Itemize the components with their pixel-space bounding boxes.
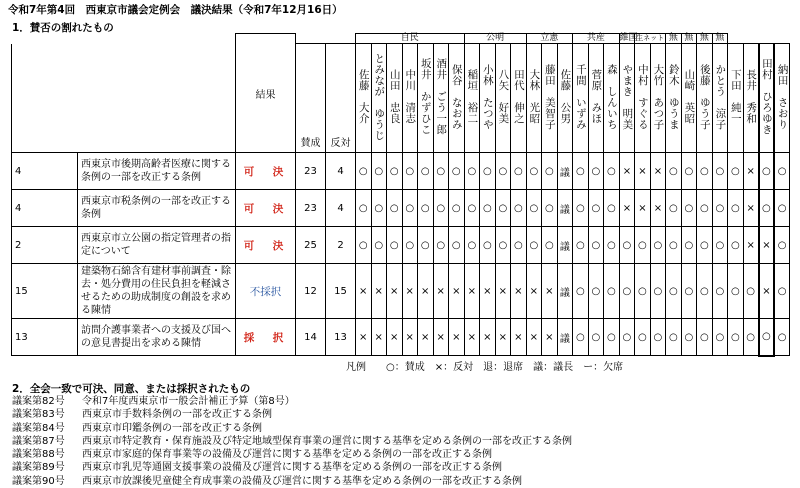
- vote-mark: ○: [619, 264, 635, 319]
- vote-mark: ×: [402, 264, 418, 319]
- vote-mark: ○: [480, 227, 496, 264]
- vote-mark: ×: [511, 264, 527, 319]
- vote-mark: ○: [728, 319, 744, 356]
- vote-mark: ○: [573, 190, 589, 227]
- list-item: [12, 408, 572, 421]
- item-number: 4: [12, 153, 78, 190]
- vote-mark: ○: [666, 153, 682, 190]
- blank-corner: [12, 34, 236, 44]
- item-title: 西東京市立公園の指定管理者の指定について: [78, 227, 236, 264]
- no-count-header: 反対: [326, 44, 356, 153]
- vote-mark: ○: [759, 319, 775, 356]
- consensus-item-number: 議案第83号: [12, 409, 65, 421]
- vote-mark: ○: [712, 190, 728, 227]
- no-count: 4: [326, 190, 356, 227]
- yes-count: 23: [296, 190, 326, 227]
- item-header-blank: [12, 44, 236, 153]
- vote-mark: ○: [573, 153, 589, 190]
- vote-mark: ○: [635, 319, 651, 356]
- vote-mark: ○: [526, 190, 542, 227]
- vote-mark: ○: [588, 153, 604, 190]
- vote-mark: ×: [526, 264, 542, 319]
- consensus-item-title: 令和7年度西東京市一般会計補正予算（第8号）: [82, 396, 295, 407]
- vote-mark: ×: [449, 264, 465, 319]
- yes-count: 23: [296, 153, 326, 190]
- vote-mark: ○: [464, 227, 480, 264]
- vote-mark: ×: [387, 264, 403, 319]
- party-header: 立憲: [526, 34, 573, 44]
- vote-mark: ○: [573, 319, 589, 356]
- member-name: 大林 光昭: [526, 44, 542, 153]
- no-count: 4: [326, 153, 356, 190]
- vote-mark: ×: [511, 319, 527, 356]
- vote-mark: ○: [464, 153, 480, 190]
- member-name: 菅原 みほ: [588, 44, 604, 153]
- vote-mark: ○: [542, 190, 558, 227]
- table-row: [12, 153, 790, 190]
- member-name: 酒井 ごう一郎: [433, 44, 449, 153]
- list-item: [12, 435, 572, 448]
- vote-mark: ○: [697, 227, 713, 264]
- vote-mark: ○: [588, 264, 604, 319]
- no-count: 13: [326, 319, 356, 356]
- vote-mark: ×: [464, 319, 480, 356]
- member-name: 小林 たつや: [480, 44, 496, 153]
- vote-mark: ○: [681, 153, 697, 190]
- vote-mark: ○: [728, 190, 744, 227]
- item-number: 15: [12, 264, 78, 319]
- section-1-title: 1．賛否の割れたもの: [12, 22, 114, 34]
- vote-mark: ○: [774, 227, 790, 264]
- vote-mark: ○: [712, 319, 728, 356]
- member-name: 後藤 ゆう子: [697, 44, 713, 153]
- no-count: 15: [326, 264, 356, 319]
- yes-count: 12: [296, 264, 326, 319]
- vote-mark: ○: [635, 227, 651, 264]
- vote-mark: ×: [526, 319, 542, 356]
- vote-mark: ○: [774, 264, 790, 319]
- vote-mark: ×: [759, 227, 775, 264]
- vote-mark: 議: [557, 153, 573, 190]
- vote-mark: 議: [557, 319, 573, 356]
- member-name: 千間 いずみ: [573, 44, 589, 153]
- vote-mark: ○: [666, 319, 682, 356]
- party-header: 生ネット: [636, 34, 665, 42]
- vote-mark: ○: [712, 153, 728, 190]
- member-name: 鈴木 ゆうま: [666, 44, 682, 153]
- item-title: 西東京市後期高齢者医療に関する条例の一部を改正する条例: [78, 153, 236, 190]
- vote-mark: ×: [743, 190, 759, 227]
- consensus-list: [12, 395, 572, 488]
- vote-mark: ○: [604, 153, 620, 190]
- consensus-item-number: 議案第89号: [12, 462, 65, 474]
- vote-mark: ○: [573, 264, 589, 319]
- vote-mark: ○: [433, 227, 449, 264]
- vote-mark: ○: [650, 264, 666, 319]
- vote-mark: ○: [697, 264, 713, 319]
- vote-mark: ×: [433, 264, 449, 319]
- consensus-item-title: 西東京市特定教育・保育施設及び特定地域型保育事業の運営に関する基準を定める条例の一部を改正する条例: [82, 435, 572, 447]
- vote-mark: ○: [495, 153, 511, 190]
- vote-mark: ○: [526, 227, 542, 264]
- vote-mark: ○: [480, 190, 496, 227]
- vote-mark: ×: [542, 319, 558, 356]
- vote-mark: ×: [356, 264, 372, 319]
- vote-mark: ○: [774, 319, 790, 356]
- consensus-item-title: 西東京市放課後児童健全育成事業の設備及び運営に関する基準を定める条例の一部を改正する条例: [82, 475, 522, 487]
- vote-mark: ○: [604, 190, 620, 227]
- vote-mark: ○: [356, 190, 372, 227]
- vote-mark: ×: [480, 264, 496, 319]
- result-text: 可 決: [243, 165, 288, 178]
- member-name: 大竹 あつ子: [650, 44, 666, 153]
- result-cell: [236, 227, 296, 264]
- vote-mark: ×: [743, 153, 759, 190]
- vote-mark: ○: [666, 264, 682, 319]
- vote-mark: ×: [495, 264, 511, 319]
- vote-mark: ○: [619, 227, 635, 264]
- yes-count-header: 賛成: [296, 44, 326, 153]
- member-name: 藤田 美智子: [542, 44, 558, 153]
- yes-count: 25: [296, 227, 326, 264]
- vote-mark: ×: [418, 319, 434, 356]
- vote-mark: ○: [650, 319, 666, 356]
- vote-mark: ×: [759, 264, 775, 319]
- item-title: 建築物石綿含有建材事前調査・除去・処分費用の住民負担を軽減させるための助成制度の創設を求める陳情: [78, 264, 236, 319]
- member-name: 山崎 英昭: [681, 44, 697, 153]
- vote-mark: ○: [604, 227, 620, 264]
- vote-mark: ×: [480, 319, 496, 356]
- consensus-item-number: 議案第84号: [12, 422, 65, 434]
- vote-mark: ○: [681, 319, 697, 356]
- member-name: 佐藤 大介: [356, 44, 372, 153]
- vote-mark: ×: [402, 319, 418, 356]
- vote-mark: ○: [356, 153, 372, 190]
- vote-mark: ○: [449, 153, 465, 190]
- vote-mark: ○: [650, 227, 666, 264]
- vote-mark: 議: [557, 227, 573, 264]
- vote-mark: ○: [681, 264, 697, 319]
- vote-mark: ○: [728, 264, 744, 319]
- vote-mark: ○: [418, 190, 434, 227]
- vote-mark: ○: [712, 264, 728, 319]
- party-header: 自民: [356, 34, 465, 44]
- vote-mark: ○: [402, 227, 418, 264]
- vote-mark: ○: [666, 190, 682, 227]
- vote-mark: ○: [666, 227, 682, 264]
- vote-mark: ○: [418, 153, 434, 190]
- consensus-item-title: 西東京市印鑑条例の一部を改正する条例: [82, 422, 262, 434]
- vote-mark: ○: [433, 190, 449, 227]
- vote-mark: ○: [774, 190, 790, 227]
- list-item: [12, 448, 572, 461]
- vote-mark: ○: [743, 264, 759, 319]
- result-cell: [236, 264, 296, 319]
- vote-mark: ×: [743, 227, 759, 264]
- member-name: 坂井 かずひこ: [418, 44, 434, 153]
- table-row: [12, 319, 790, 356]
- member-name: かとう 涼子: [712, 44, 728, 153]
- vote-results-table: [11, 33, 790, 357]
- consensus-item-title: 西東京市家庭的保育事業等の設備及び運営に関する基準を定める条例の一部を改正する条例: [82, 449, 492, 461]
- vote-mark: ○: [433, 153, 449, 190]
- table-row: [12, 227, 790, 264]
- party-header: 無: [666, 34, 682, 44]
- party-header: 無: [712, 34, 728, 44]
- vote-mark: ×: [418, 264, 434, 319]
- vote-mark: ○: [371, 153, 387, 190]
- no-count: 2: [326, 227, 356, 264]
- item-number: 2: [12, 227, 78, 264]
- vote-mark: ×: [371, 264, 387, 319]
- consensus-item-number: 議案第90号: [12, 475, 65, 487]
- vote-mark: ×: [542, 264, 558, 319]
- member-name: 長井 秀和: [743, 44, 759, 153]
- list-item: [12, 461, 572, 474]
- vote-mark: ×: [387, 319, 403, 356]
- vote-mark: ×: [495, 319, 511, 356]
- result-cell: [236, 319, 296, 356]
- vote-mark: ×: [635, 190, 651, 227]
- vote-mark: ×: [650, 190, 666, 227]
- vote-mark: ○: [728, 153, 744, 190]
- vote-mark: 議: [557, 190, 573, 227]
- legend: 凡例 ○：賛成 ×：反対 退：退席 議：議長 ー：欠席: [346, 362, 624, 373]
- vote-mark: ×: [449, 319, 465, 356]
- vote-mark: ○: [681, 227, 697, 264]
- consensus-item-number: 議案第88号: [12, 449, 65, 461]
- consensus-item-title: 西東京市手数料条例の一部を改正する条例: [82, 409, 272, 421]
- vote-mark: ○: [774, 153, 790, 190]
- section-2-title: 2．全会一致で可決、同意、または採択されたもの: [12, 383, 251, 395]
- member-name: 森 しんいち: [604, 44, 620, 153]
- member-name: 八矢 好美: [495, 44, 511, 153]
- party-header: 公明: [464, 34, 526, 44]
- result-text: 可 決: [243, 202, 288, 215]
- vote-mark: ○: [511, 190, 527, 227]
- vote-mark: ○: [759, 153, 775, 190]
- result-text: 可 決: [243, 239, 288, 252]
- list-item: [12, 395, 572, 408]
- vote-mark: ○: [759, 190, 775, 227]
- vote-mark: ○: [356, 227, 372, 264]
- vote-mark: ○: [449, 227, 465, 264]
- vote-mark: ○: [495, 227, 511, 264]
- result-text: 採 択: [243, 331, 288, 344]
- vote-mark: ○: [449, 190, 465, 227]
- vote-mark: ○: [697, 190, 713, 227]
- vote-mark: ○: [480, 153, 496, 190]
- member-name: 下田 純一: [728, 44, 744, 153]
- vote-mark: ○: [387, 153, 403, 190]
- member-name: 納田 さおり: [774, 44, 790, 153]
- member-name: とみなが ゆうじ: [371, 44, 387, 153]
- result-cell: [236, 153, 296, 190]
- list-item: [12, 475, 572, 488]
- consensus-item-number: 議案第87号: [12, 435, 65, 447]
- vote-mark: ○: [681, 190, 697, 227]
- vote-mark: ○: [402, 153, 418, 190]
- table-row: [12, 190, 790, 227]
- vote-mark: ○: [635, 264, 651, 319]
- vote-mark: ×: [635, 153, 651, 190]
- vote-mark: ○: [526, 153, 542, 190]
- vote-mark: ×: [356, 319, 372, 356]
- party-header: 共産: [573, 34, 620, 44]
- member-name: 中川 清志: [402, 44, 418, 153]
- yes-count: 14: [296, 319, 326, 356]
- vote-mark: ○: [371, 190, 387, 227]
- vote-mark: ○: [573, 227, 589, 264]
- consensus-item-title: 西東京市乳児等通園支援事業の設備及び運営に関する基準を定める条例の一部を改正する条例: [82, 462, 502, 474]
- vote-mark: ○: [542, 153, 558, 190]
- vote-mark: ×: [371, 319, 387, 356]
- document-title: 令和7年第4回 西東京市議会定例会 議決結果（令和7年12月16日）: [8, 4, 343, 16]
- list-item: [12, 422, 572, 435]
- vote-mark: ○: [588, 190, 604, 227]
- vote-mark: ○: [697, 153, 713, 190]
- member-name: 山田 忠良: [387, 44, 403, 153]
- table-row: [12, 264, 790, 319]
- item-title: 訪問介護事業者への支援及び国への意見書提出を求める陳情: [78, 319, 236, 356]
- vote-mark: ○: [619, 319, 635, 356]
- member-name: 稲垣 裕二: [464, 44, 480, 153]
- vote-mark: ○: [511, 227, 527, 264]
- vote-mark: ○: [387, 190, 403, 227]
- vote-mark: ○: [511, 153, 527, 190]
- member-name: 佐藤 公男: [557, 44, 573, 153]
- vote-mark: ○: [728, 227, 744, 264]
- result-cell: [236, 190, 296, 227]
- vote-mark: ○: [402, 190, 418, 227]
- vote-mark: ○: [387, 227, 403, 264]
- vote-mark: ×: [619, 190, 635, 227]
- vote-mark: ○: [697, 319, 713, 356]
- member-name: 中村 すぐる: [635, 44, 651, 153]
- vote-mark: ○: [604, 264, 620, 319]
- party-header: 維国: [619, 33, 638, 43]
- vote-mark: ○: [604, 319, 620, 356]
- vote-mark: ○: [542, 227, 558, 264]
- vote-mark: ○: [712, 227, 728, 264]
- item-number: 4: [12, 190, 78, 227]
- vote-mark: ×: [650, 153, 666, 190]
- vote-mark: ○: [495, 190, 511, 227]
- vote-mark: ○: [371, 227, 387, 264]
- vote-mark: ○: [464, 190, 480, 227]
- vote-mark: 議: [557, 264, 573, 319]
- party-header: 無: [697, 34, 713, 44]
- item-number: 13: [12, 319, 78, 356]
- vote-mark: ×: [433, 319, 449, 356]
- vote-mark: ○: [588, 227, 604, 264]
- vote-mark: ○: [418, 227, 434, 264]
- item-title: 西東京市税条例の一部を改正する条例: [78, 190, 236, 227]
- consensus-item-number: 議案第82号: [12, 396, 65, 407]
- vote-mark: ×: [619, 153, 635, 190]
- vote-mark: ○: [743, 319, 759, 356]
- member-name: 田代 伸之: [511, 44, 527, 153]
- vote-mark: ○: [588, 319, 604, 356]
- result-text: 不採択: [249, 285, 282, 298]
- member-name: 保谷 なおみ: [449, 44, 465, 153]
- member-name: やまき 明美: [619, 44, 635, 153]
- vote-mark: ×: [464, 264, 480, 319]
- party-header: 無: [681, 34, 697, 44]
- member-name: 田村 ひろゆき: [759, 44, 775, 153]
- result-header: 結果: [236, 34, 296, 153]
